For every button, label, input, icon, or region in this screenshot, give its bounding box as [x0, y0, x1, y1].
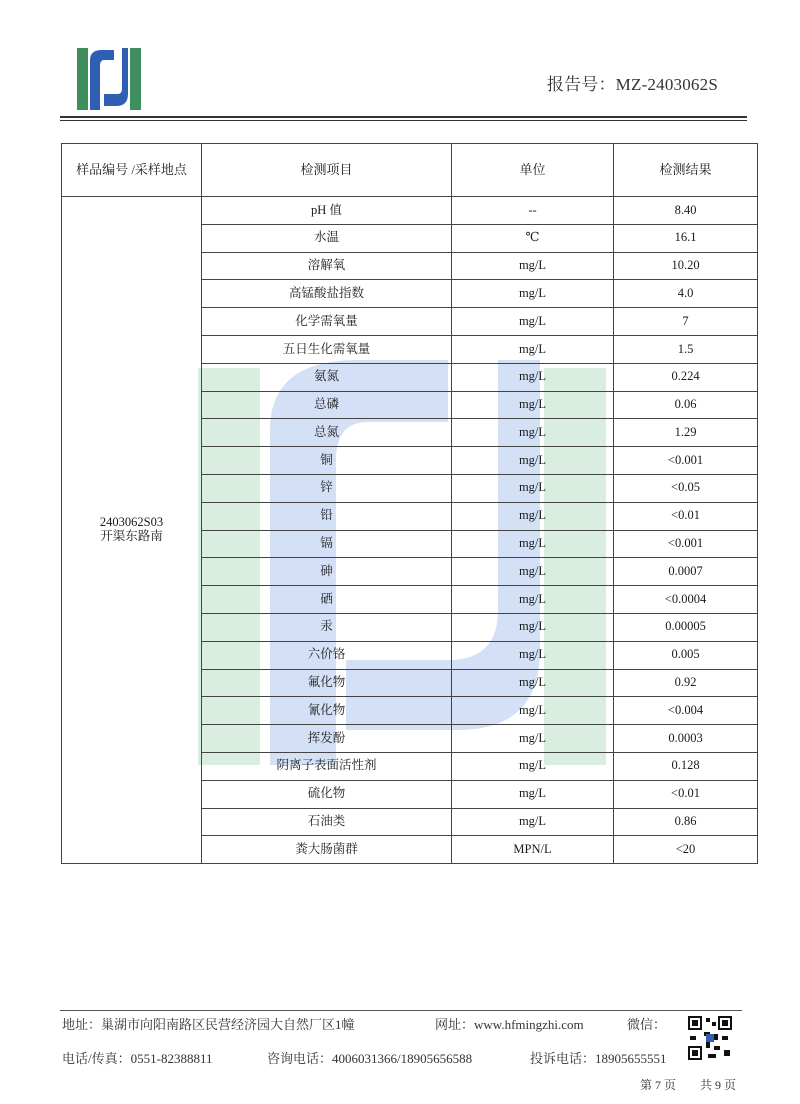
sample-cell	[62, 197, 202, 864]
item-cell: 溶解氧	[202, 252, 452, 280]
result-cell: <20	[614, 836, 758, 864]
unit-cell: mg/L	[452, 669, 614, 697]
result-cell: <0.05	[614, 474, 758, 502]
result-cell: <0.001	[614, 447, 758, 475]
item-cell: pH 值	[202, 197, 452, 225]
unit-cell: mg/L	[452, 697, 614, 725]
footer-website: 网址：www.hfmingzhi.com	[435, 1017, 584, 1032]
item-cell: 挥发酚	[202, 725, 452, 753]
header-rule	[60, 116, 747, 118]
results-table	[61, 143, 758, 864]
item-cell: 砷	[202, 558, 452, 586]
report-number: 报告号：MZ-2403062S	[546, 75, 718, 94]
footer-phone: 电话/传真：0551-82388811	[62, 1051, 213, 1066]
unit-cell: mg/L	[452, 558, 614, 586]
sample-location: 开渠东路南	[100, 529, 163, 544]
unit-cell: mg/L	[452, 252, 614, 280]
unit-cell: mg/L	[452, 780, 614, 808]
result-cell: 0.128	[614, 752, 758, 780]
company-logo	[74, 46, 144, 112]
item-cell: 石油类	[202, 808, 452, 836]
unit-cell: MPN/L	[452, 836, 614, 864]
result-cell: 1.29	[614, 419, 758, 447]
footer-complaint: 投诉电话：18905655551	[530, 1051, 667, 1066]
footer-consult: 咨询电话：4006031366/18905656588	[267, 1051, 473, 1066]
table-body	[62, 197, 758, 864]
result-cell: 7	[614, 308, 758, 336]
unit-cell: mg/L	[452, 447, 614, 475]
item-cell: 总氮	[202, 419, 452, 447]
unit-cell: mg/L	[452, 363, 614, 391]
result-cell: 1.5	[614, 335, 758, 363]
result-cell: <0.004	[614, 697, 758, 725]
result-cell: 0.06	[614, 391, 758, 419]
item-cell: 氰化物	[202, 697, 452, 725]
result-cell: 0.224	[614, 363, 758, 391]
result-cell: <0.01	[614, 780, 758, 808]
unit-cell: mg/L	[452, 613, 614, 641]
unit-cell: mg/L	[452, 808, 614, 836]
unit-cell: mg/L	[452, 391, 614, 419]
wechat-qr-code-icon	[686, 1014, 734, 1062]
unit-cell: --	[452, 197, 614, 225]
result-cell: <0.01	[614, 502, 758, 530]
unit-cell: mg/L	[452, 530, 614, 558]
page-current: 第 7 页	[640, 1078, 677, 1092]
item-cell: 阴离子表面活性剂	[202, 752, 452, 780]
result-cell: 4.0	[614, 280, 758, 308]
result-cell: 0.005	[614, 641, 758, 669]
item-cell: 铅	[202, 502, 452, 530]
item-cell: 汞	[202, 613, 452, 641]
item-cell: 硫化物	[202, 780, 452, 808]
result-cell: <0.001	[614, 530, 758, 558]
table-row	[62, 197, 758, 225]
unit-cell: mg/L	[452, 419, 614, 447]
item-cell: 锌	[202, 474, 452, 502]
unit-cell: mg/L	[452, 474, 614, 502]
unit-cell: mg/L	[452, 725, 614, 753]
item-cell: 镉	[202, 530, 452, 558]
footer-address: 地址：巢湖市向阳南路区民营经济园大自然厂区1幢	[62, 1017, 355, 1032]
page-number	[640, 1076, 760, 1093]
unit-cell: mg/L	[452, 641, 614, 669]
unit-cell: mg/L	[452, 502, 614, 530]
header-rule-thin	[60, 120, 747, 121]
table-header-row	[62, 144, 758, 197]
item-cell: 硒	[202, 586, 452, 614]
unit-cell: mg/L	[452, 586, 614, 614]
item-cell: 六价铬	[202, 641, 452, 669]
footer-rule	[60, 1010, 742, 1011]
unit-cell: mg/L	[452, 335, 614, 363]
item-cell: 高锰酸盐指数	[202, 280, 452, 308]
footer-wechat: 微信：	[627, 1017, 667, 1032]
unit-cell: mg/L	[452, 308, 614, 336]
result-cell: 0.0007	[614, 558, 758, 586]
sample-id: 2403062S03	[99, 515, 164, 530]
result-cell: <0.0004	[614, 586, 758, 614]
result-cell: 0.92	[614, 669, 758, 697]
item-cell: 氟化物	[202, 669, 452, 697]
item-cell: 铜	[202, 447, 452, 475]
item-cell: 总磷	[202, 391, 452, 419]
result-cell: 8.40	[614, 197, 758, 225]
item-cell: 化学需氧量	[202, 308, 452, 336]
item-cell: 氨氮	[202, 363, 452, 391]
header-unit: 单位	[452, 144, 614, 197]
result-cell: 16.1	[614, 224, 758, 252]
page-total: 共 9 页	[700, 1078, 737, 1092]
header-result: 检测结果	[614, 144, 758, 197]
unit-cell: mg/L	[452, 752, 614, 780]
unit-cell: mg/L	[452, 280, 614, 308]
result-cell: 10.20	[614, 252, 758, 280]
result-cell: 0.86	[614, 808, 758, 836]
unit-cell: ℃	[452, 224, 614, 252]
result-cell: 0.00005	[614, 613, 758, 641]
item-cell: 水温	[202, 224, 452, 252]
item-cell: 五日生化需氧量	[202, 335, 452, 363]
header-sample: 样品编号 /采样地点	[62, 144, 202, 197]
header-item: 检测项目	[202, 144, 452, 197]
item-cell: 粪大肠菌群	[202, 836, 452, 864]
result-cell: 0.0003	[614, 725, 758, 753]
